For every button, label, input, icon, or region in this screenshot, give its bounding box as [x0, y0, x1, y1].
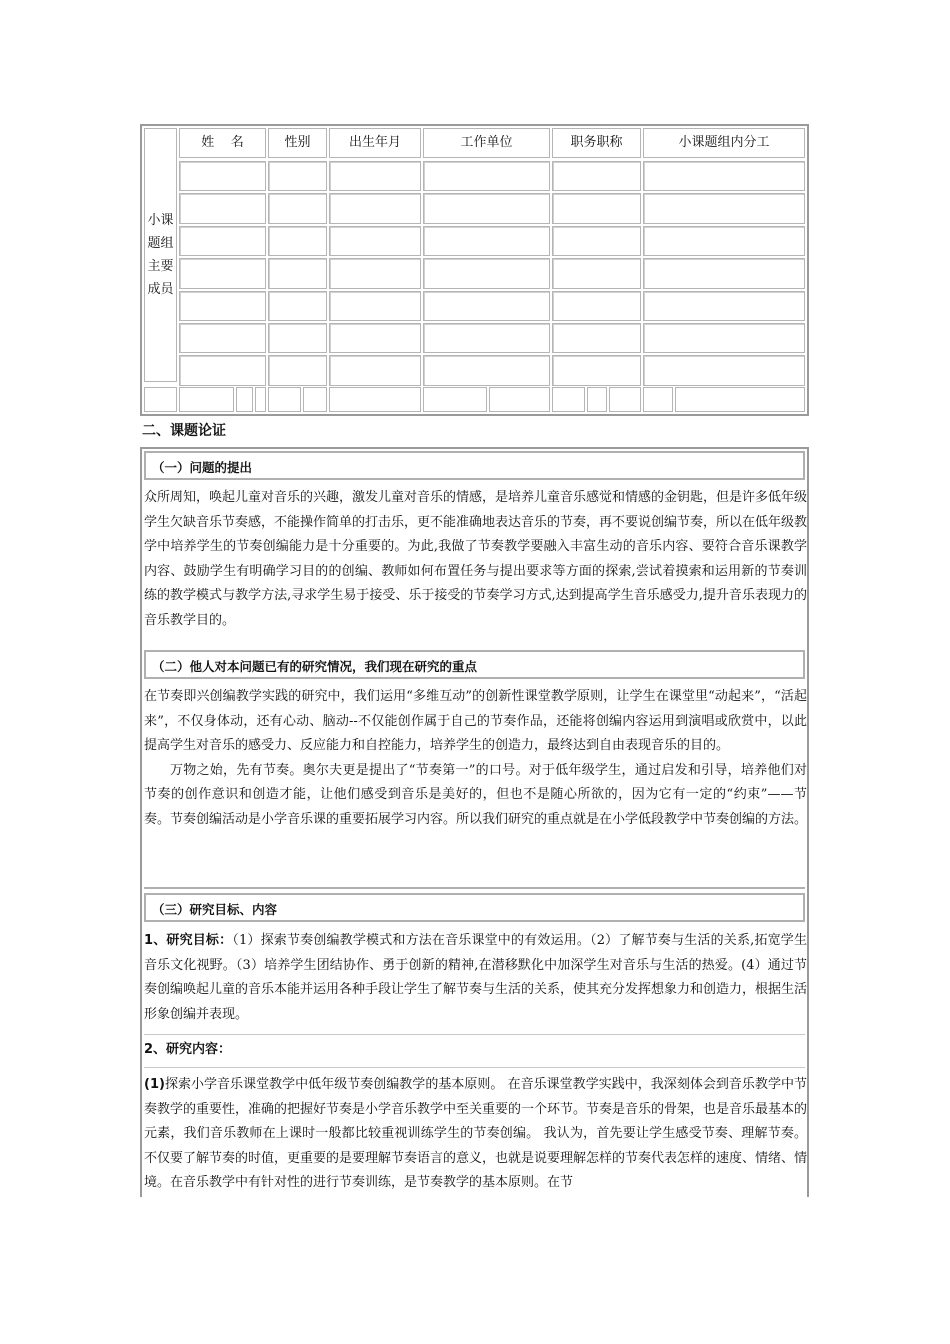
argument-box — [140, 447, 809, 1197]
research-status-paragraph — [144, 685, 807, 832]
table-cell — [179, 387, 234, 412]
content-label-line — [144, 1038, 807, 1063]
table-cell — [587, 387, 607, 412]
section-header-problem — [144, 451, 805, 480]
table-cell — [329, 193, 421, 223]
table-cell — [643, 291, 805, 321]
section-header-text: （三）研究目标、内容 — [152, 902, 278, 917]
header-gender: 性别 — [268, 128, 327, 158]
table-cell — [643, 193, 805, 223]
content-label: 2、研究内容： — [144, 1042, 232, 1057]
table-cell — [643, 323, 805, 353]
table-cell — [236, 387, 253, 412]
table-cell — [329, 355, 421, 385]
table-cell — [179, 323, 266, 353]
table-cell — [423, 226, 550, 256]
table-cell — [552, 355, 641, 385]
table-cell — [675, 387, 805, 412]
header-birth: 出生年月 — [329, 128, 421, 158]
divider — [144, 1034, 805, 1035]
table-cell — [179, 193, 266, 223]
table-cell — [268, 323, 327, 353]
table-cell — [552, 193, 641, 223]
table-cell — [423, 193, 550, 223]
table-cell — [423, 291, 550, 321]
table-cell — [268, 193, 327, 223]
table-cell — [329, 161, 421, 191]
divider — [144, 1067, 805, 1068]
table-cell — [303, 387, 327, 412]
goal-label: 1、研究目标： — [144, 933, 233, 948]
table-cell — [179, 258, 266, 288]
table-cell — [144, 387, 177, 412]
table-cell — [552, 258, 641, 288]
table-cell — [268, 355, 327, 385]
table-cell — [423, 161, 550, 191]
table-cell — [179, 161, 266, 191]
table-cell — [268, 226, 327, 256]
table-cell — [329, 387, 421, 412]
content-number: (1) — [144, 1077, 165, 1092]
table-cell — [643, 355, 805, 385]
section-header-research-status — [144, 650, 805, 679]
table-cell — [255, 387, 266, 412]
section-header-goals — [144, 893, 805, 922]
paragraph-text: 在节奏即兴创编教学实践的研究中，我们运用“多维互动”的创新性课堂教学原则，让学生在课堂里“动起来”，“活起来”，不仅身体动，还有心动、脑动--不仅能创作属于自己的节奏作品，还能将创编内容运用到演唱或欣赏中，以此提高学生对音乐的感受力、反应能力和自控能力，培养学生的创造力，最终达到自由表现音乐的目的。 — [144, 689, 807, 753]
table-cell — [423, 387, 487, 412]
section-header-text: （二）他人对本问题已有的研究情况，我们现在研究的重点 — [152, 659, 478, 674]
table-cell — [268, 258, 327, 288]
table-cell — [329, 226, 421, 256]
side-label — [142, 126, 179, 384]
header-title: 职务职称 — [552, 128, 641, 158]
table-cell — [643, 161, 805, 191]
table-cell — [179, 291, 266, 321]
header-name: 姓 名 — [179, 128, 266, 158]
table-cell — [329, 291, 421, 321]
table-cell — [423, 355, 550, 385]
goals-paragraph — [144, 929, 807, 1027]
table-cell — [552, 291, 641, 321]
table-cell — [643, 258, 805, 288]
table-cell — [423, 258, 550, 288]
content-text: 探索小学音乐课堂教学中低年级节奏创编教学的基本原则。 在音乐课堂教学实践中，我深刻体会到音乐教学中节奏教学的重要性，准确的把握好节奏是小学音乐教学中至关重要的一个环节。节奏是音乐的骨架，也是音乐最基本的元素，我们音乐教师在上课时一般都比较重视训练学生的节奏创编。 我认为，首先要让学生感受节奏、理解节奏。不仅要了解节奏的时值，更重要的是要理解节奏语言的意义，也就是说要理解怎样的节奏代表怎样的速度、情绪、情境。在音乐教学中有针对性的进行节奏训练，是节奏教学的基本原则。在节 — [144, 1077, 808, 1190]
table-cell — [179, 226, 266, 256]
goal-text: （1）探索节奏创编教学模式和方法在音乐课堂中的有效运用。（2）了解节奏与生活的关系,拓宽学生音乐文化视野。（3）培养学生团结协作、勇于创新的精神,在潜移默化中加深学生对音乐与生活的热爱。(4）通过节奏创编唤起儿童的音乐本能并运用各种手段让学生了解节奏与生活的关系，使其充分发挥想象力和创造力，根据生活形象创编并表现。 — [144, 933, 808, 1022]
header-work-unit: 工作单位 — [423, 128, 550, 158]
divider — [144, 887, 805, 889]
table-cell — [552, 387, 585, 412]
table-cell — [643, 226, 805, 256]
table-cell — [329, 258, 421, 288]
side-label-line: 题组 — [147, 236, 174, 251]
table-cell — [179, 355, 266, 385]
table-cell — [643, 387, 673, 412]
table-cell — [609, 387, 641, 412]
table-cell — [552, 323, 641, 353]
table-cell — [329, 323, 421, 353]
table-cell — [552, 226, 641, 256]
side-label-line: 主要 — [147, 259, 174, 274]
members-table — [140, 124, 809, 416]
table-cell — [423, 323, 550, 353]
side-label-line: 成员 — [147, 282, 174, 297]
table-cell — [489, 387, 550, 412]
table-cell — [268, 291, 327, 321]
table-cell — [268, 387, 301, 412]
content-paragraph — [144, 1073, 807, 1196]
section-title: 二、课题论证 — [142, 423, 226, 439]
table-cell — [552, 161, 641, 191]
side-label-line: 小课 — [147, 213, 174, 228]
header-division: 小课题组内分工 — [643, 128, 805, 158]
section-header-text: （一）问题的提出 — [152, 460, 253, 475]
table-cell — [268, 161, 327, 191]
paragraph-text: 众所周知，唤起儿童对音乐的兴趣，激发儿童对音乐的情感，是培养儿童音乐感觉和情感的金钥匙，但是许多低年级学生欠缺音乐节奏感，不能操作简单的打击乐，更不能准确地表达音乐的节奏，再不要说创编节奏，所以在低年级教学中培养学生的节奏创编能力是十分重要的。为此,我做了节奏教学要融入丰富生动的音乐内容、要符合音乐课教学内容、鼓励学生有明确学习目的的创编、教师如何布置任务与提出要求等方面的探索,尝试着摸索和运用新的节奏训练的教学模式与教学方法,寻求学生易于接受、乐于接受的节奏学习方式,达到提高学生音乐感受力,提升音乐表现力的音乐教学目的。 — [144, 490, 808, 628]
problem-paragraph — [144, 486, 807, 633]
paragraph-text: 万物之始，先有节奏。奥尔夫更是提出了“节奏第一”的口号。对于低年级学生，通过启发和引导，培养他们对节奏的创作意识和创造才能，让他们感受到音乐是美好的，但也不是随心所欲的，因为它有一定的“约束”——节奏。节奏创编活动是小学音乐课的重要拓展学习内容。所以我们研究的重点就是在小学低段教学中节奏创编的方法。 — [144, 762, 808, 827]
